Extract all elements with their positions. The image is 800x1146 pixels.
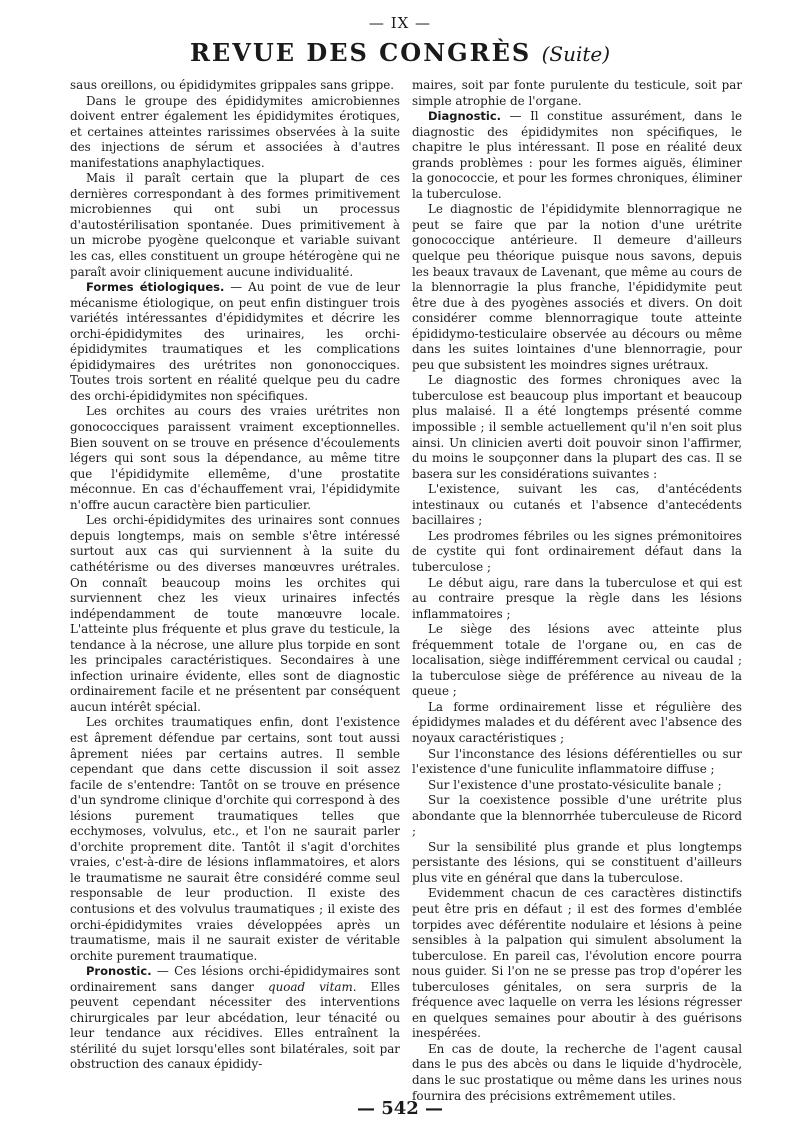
paragraph-text: L'existence, suivant les cas, d'antécédents intestinaux ou cutanés et l'absence d'antecédents bacillaires ; — [412, 482, 742, 528]
paragraph-text: Le début aigu, rare dans la tuberculose et qui est au contraire presque la règle dans les lésions inflammatoires ; — [412, 575, 742, 621]
paragraph-text: Sur l'inconstance des lésions déférentielles ou sur l'existence d'une funiculite inflammatoire diffuse ; — [412, 746, 742, 777]
paragraph — [412, 202, 742, 373]
paragraph — [70, 171, 400, 280]
right-column — [412, 78, 742, 1104]
section-heading: Diagnostic. — [428, 109, 502, 124]
paragraph-text: La forme ordinairement lisse et régulière des épididymes malades et du déférent avec l'absence des noyaux caractéristiques ; — [412, 699, 742, 745]
paragraph-text: Sur l'existence d'une prostato-vésiculite banale ; — [428, 777, 722, 792]
section-heading: Formes étiologiques. — [86, 280, 225, 295]
page-number: — 542 — — [356, 1098, 444, 1119]
left-column — [70, 78, 400, 1073]
paragraph — [412, 576, 742, 623]
paragraph-text: Les prodromes fébriles ou les signes prémonitoires de cystite qui font ordinairement défaut dans la tuberculose ; — [412, 528, 742, 574]
paragraph — [412, 700, 742, 747]
paragraph — [412, 793, 742, 840]
page-roman-numeral: — IX — — [368, 14, 432, 32]
paragraph — [412, 1042, 742, 1104]
paragraph-text: maires, soit par fonte purulente du testicule, soit par simple atrophie de l'organe. — [412, 78, 742, 108]
paragraph-text: Elles peuvent cependant nécessiter des interventions chirurgicales par leur abcédation, leur ténacité ou leur tendance aux récidives. Elles entraînent la stérilité du sujet lorsqu'elles sont bilatérales, soit par obstruction des canaux épididy- — [70, 979, 400, 1072]
paragraph — [412, 747, 742, 778]
paragraph-text: Les orchites traumatiques enfin, dont l'existence est âprement défendue par certains, sont tout aussi âprement niées par certains autres. Il semble cependant que dans cette discussion il soit assez facile de s'entendre: Tantôt on se trouve en présence d'un syndrome clinique d'orchite qui correspond à des lésions purement traumatiques telles que ecchymoses, volvulus, etc., et l'on ne saurait parler d'orchite proprement dite. Tantôt il s'agit d'orchites vraies, c'est-à-dire de lésions inflammatoires, et alors le traumatisme ne saurait être considéré comme seul responsable de leur production. Il existe des contusions et des volvulus traumatiques ; il existe des orchi-épididymites vraies développées après un traumatisme, mais il ne saurait exister de véritable orchite purement traumatique. — [70, 715, 400, 963]
paragraph-text: Sur la sensibilité plus grande et plus longtemps persistante des lésions, qui se constituent d'ailleurs plus vite en général que dans la tuberculose. — [412, 839, 742, 885]
paragraph — [412, 622, 742, 700]
paragraph — [412, 778, 742, 794]
paragraph — [412, 109, 742, 202]
paragraph — [70, 964, 400, 1073]
paragraph-text: Evidemment chacun de ces caractères distinctifs peut être pris en défaut ; il est des formes d'emblée torpides avec déférentite nodulaire et lésions à peine sensibles à la palpation qui simulent absolument la tuberculose. En pareil cas, l'évolution encore pourra nous guider. Si l'on ne se presse pas trop d'opérer les tuberculoses génitales, on sera surpris de la fréquence avec laquelle on verra les lésions régresser en quelques semaines pour aboutir à des guérisons inespérées. — [412, 886, 742, 1041]
title-text: REVUE DES CONGRÈS — [189, 38, 532, 67]
paragraph — [412, 78, 742, 109]
paragraph-text: — Au point de vue de leur mécanisme étiologique, on peut enfin distinguer trois variétés intéressantes d'épididymites et décrire les orchi-épididymites des urinaires, les orchi-épididymites traumatiques et les complications épididymaires des urétrites non gononocciques. Toutes trois sortent en réalité quelque peu du cadre des orchi-épididymites non spécifiques. — [70, 280, 401, 403]
paragraph-text: Le siège des lésions avec atteinte plus fréquemment totale de l'organe ou, en cas de localisation, siège indifféremment cervical ou caudal ; la tuberculose siège de préférence au niveau de la queue ; — [412, 622, 742, 699]
paragraph-text: Le diagnostic de l'épididymite blennorragique ne peut se faire que par la notion d'une urétrite gonococcique antérieure. Il demeure d'ailleurs quelque peu théorique puisque nous savons, depuis les beaux travaux de Lavenant, que même au cours de la blennorragie la plus franche, l'épididymite peut être due à des pyogènes associés et divers. On doit considérer comme blennorragique toute atteinte épididymo-testiculaire observée au décours ou même dans les suites lointaines d'une blennorragie, pour peu que subsistent les moindres signes urétraux. — [412, 202, 742, 372]
paragraph — [412, 886, 742, 1041]
paragraph-text: — Ces lésions orchi-épididymaires sont ordinairement sans danger — [70, 964, 400, 994]
paragraph-text: Le diagnostic des formes chroniques avec la tuberculose est beaucoup plus important et beaucoup plus malaisé. Il a été longtemps présenté comme impossible ; il semble actuellement qu'il n'en soit plus ainsi. Un clinicien averti doit pouvoir sinon l'affirmer, du moins le soupçonner dans la plupart des cas. Il se basera sur les considérations suivantes : — [412, 373, 742, 481]
page-title — [0, 38, 800, 67]
paragraph — [70, 404, 400, 513]
paragraph-text: saus oreillons, ou épididymites grippales sans grippe. — [70, 78, 395, 92]
paragraph — [70, 94, 400, 172]
paragraph-text: Les orchi-épididymites des urinaires sont connues depuis longtemps, mais on semble s'être intéressé surtout aux cas qui surviennent à la suite du cathétérisme ou des diverses manœuvres urétrales. On connaît beaucoup moins les orchites qui surviennent chez les vieux urinaires infectés indépendamment de toute manœuvre locale. L'atteinte plus fréquente et plus grave du testicule, la tendance à la nécrose, une allure plus torpide en sont les principales caractéristiques. Secondaires à une infection urinaire évidente, elles sont de diagnostic ordinairement facile et ne présentent par conséquent aucun intérêt spécial. — [70, 513, 400, 714]
paragraph — [70, 715, 400, 964]
paragraph-text: Sur la coexistence possible d'une urétrite plus abondante que la blennorrhée tuberculeuse de Ricord ; — [412, 793, 742, 839]
paragraph — [412, 529, 742, 576]
italic-phrase: quoad vitam. — [267, 979, 357, 994]
paragraph — [412, 840, 742, 887]
title-suite: (Suite) — [541, 42, 611, 66]
paragraph — [70, 78, 400, 94]
paragraph — [412, 373, 742, 482]
section-heading: Pronostic. — [86, 964, 152, 979]
paragraph-text: Les orchites au cours des vraies urétrites non gonococciques paraissent vraiment exceptionnelles. Bien souvent on se trouve en présence d'écoulements légers qui sont sous la dépendance, au même titre que l'épididymite ellemême, d'une prostatite méconnue. En cas d'échauffement vrai, l'épididymite n'offre aucun caractère bien particulier. — [70, 404, 400, 512]
paragraph-text: — Il constitue assurément, dans le diagnostic des épididymites non spécifiques, le chapitre le plus intéressant. Il pose en réalité deux grands problèmes : pour les formes aiguës, éliminer la gonococcie, et pour les formes chroniques, éliminer la tuberculose. — [412, 109, 742, 201]
paragraph — [70, 280, 400, 404]
paragraph-text: En cas de doute, la recherche de l'agent causal dans le pus des abcès ou dans le liquide d'hydrocèle, dans le suc prostatique ou même dans les urines nous fournira des précisions extrêmement utiles. — [412, 1041, 742, 1103]
paragraph — [412, 482, 742, 529]
paragraph-text: Dans le groupe des épididymites amicrobiennes doivent entrer également les épididymites érotiques, et certaines atteintes rarissimes observées à la suite des injections de sérum et associées à d'autres manifestations anaphylactiques. — [70, 93, 400, 170]
paragraph — [70, 513, 400, 715]
paragraph-text: Mais il paraît certain que la plupart de ces dernières correspondant à des formes primitivement microbiennes qui ont subi un processus d'autostérilisation spontanée. Dues primitivement à un microbe pyogène quelconque et variable suivant les cas, elles constituent un groupe hétérogène qui ne paraît avoir cliniquement aucune individualité. — [70, 171, 400, 279]
